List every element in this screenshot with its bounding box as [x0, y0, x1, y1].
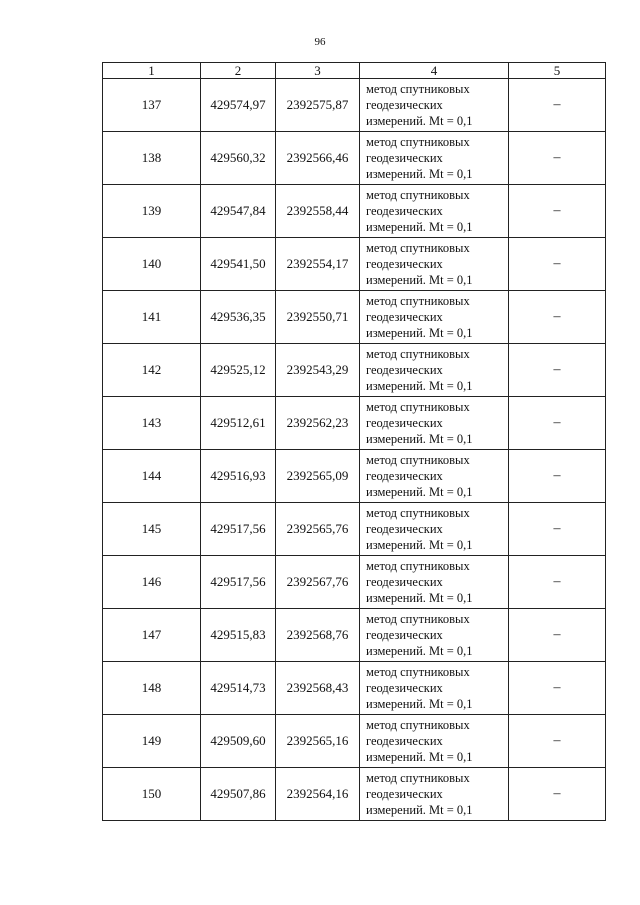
method-text-line: измерений. Mt = 0,1 — [366, 167, 473, 181]
x-coordinate-cell: 429514,73 — [201, 662, 276, 715]
method-text-line: измерений. Mt = 0,1 — [366, 591, 473, 605]
point-number-cell: 141 — [103, 291, 201, 344]
table-row — [103, 238, 606, 291]
method-text-line: метод спутниковых — [366, 453, 470, 467]
table-row — [103, 503, 606, 556]
method-cell — [360, 397, 509, 450]
method-text-line: геодезических — [366, 787, 443, 801]
x-coordinate-cell: 429517,56 — [201, 503, 276, 556]
x-coordinate-cell: 429574,97 — [201, 79, 276, 132]
point-number-cell: 147 — [103, 609, 201, 662]
x-coordinate-cell: 429512,61 — [201, 397, 276, 450]
method-text-line: геодезических — [366, 575, 443, 589]
column-header: 1 — [103, 63, 201, 79]
y-coordinate-cell: 2392550,71 — [276, 291, 360, 344]
method-cell — [360, 79, 509, 132]
method-text-line: геодезических — [366, 416, 443, 430]
method-text-line: геодезических — [366, 98, 443, 112]
page-number: 96 — [314, 36, 326, 48]
method-text-line: измерений. Mt = 0,1 — [366, 485, 473, 499]
note-cell: – — [509, 662, 606, 715]
point-number-cell: 143 — [103, 397, 201, 450]
note-cell: – — [509, 185, 606, 238]
note-cell: – — [509, 291, 606, 344]
table-row — [103, 715, 606, 768]
method-text-line: геодезических — [366, 310, 443, 324]
table-row — [103, 768, 606, 821]
note-cell: – — [509, 132, 606, 185]
method-cell — [360, 662, 509, 715]
method-text-line: геодезических — [366, 363, 443, 377]
y-coordinate-cell: 2392567,76 — [276, 556, 360, 609]
method-text-line: геодезических — [366, 522, 443, 536]
point-number-cell: 142 — [103, 344, 201, 397]
note-cell: – — [509, 397, 606, 450]
method-cell — [360, 503, 509, 556]
method-cell — [360, 344, 509, 397]
method-cell — [360, 768, 509, 821]
column-header: 2 — [201, 63, 276, 79]
method-cell — [360, 556, 509, 609]
coordinates-table — [102, 62, 606, 821]
method-cell — [360, 185, 509, 238]
method-cell — [360, 715, 509, 768]
point-number-cell: 137 — [103, 79, 201, 132]
point-number-cell: 139 — [103, 185, 201, 238]
method-text-line: метод спутниковых — [366, 718, 470, 732]
x-coordinate-cell: 429547,84 — [201, 185, 276, 238]
method-text-line: измерений. Mt = 0,1 — [366, 644, 473, 658]
point-number-cell: 144 — [103, 450, 201, 503]
point-number-cell: 150 — [103, 768, 201, 821]
method-text-line: метод спутниковых — [366, 400, 470, 414]
method-text-line: метод спутниковых — [366, 506, 470, 520]
note-cell: – — [509, 609, 606, 662]
y-coordinate-cell: 2392562,23 — [276, 397, 360, 450]
method-text-line: метод спутниковых — [366, 82, 470, 96]
point-number-cell: 140 — [103, 238, 201, 291]
table-row — [103, 450, 606, 503]
note-cell: – — [509, 503, 606, 556]
table-row — [103, 344, 606, 397]
y-coordinate-cell: 2392566,46 — [276, 132, 360, 185]
method-text-line: измерений. Mt = 0,1 — [366, 273, 473, 287]
note-cell: – — [509, 450, 606, 503]
header-row — [103, 63, 606, 79]
method-cell — [360, 609, 509, 662]
note-cell: – — [509, 238, 606, 291]
method-text-line: измерений. Mt = 0,1 — [366, 432, 473, 446]
method-text-line: геодезических — [366, 204, 443, 218]
method-text-line: геодезических — [366, 628, 443, 642]
method-text-line: метод спутниковых — [366, 135, 470, 149]
method-cell — [360, 291, 509, 344]
point-number-cell: 148 — [103, 662, 201, 715]
y-coordinate-cell: 2392575,87 — [276, 79, 360, 132]
x-coordinate-cell: 429525,12 — [201, 344, 276, 397]
method-cell — [360, 450, 509, 503]
note-cell: – — [509, 344, 606, 397]
table-row — [103, 662, 606, 715]
x-coordinate-cell: 429541,50 — [201, 238, 276, 291]
method-text-line: метод спутниковых — [366, 347, 470, 361]
method-text-line: метод спутниковых — [366, 665, 470, 679]
table-row — [103, 132, 606, 185]
x-coordinate-cell: 429560,32 — [201, 132, 276, 185]
table-row — [103, 79, 606, 132]
x-coordinate-cell: 429507,86 — [201, 768, 276, 821]
table-row — [103, 609, 606, 662]
y-coordinate-cell: 2392565,09 — [276, 450, 360, 503]
method-text-line: измерений. Mt = 0,1 — [366, 326, 473, 340]
y-coordinate-cell: 2392543,29 — [276, 344, 360, 397]
x-coordinate-cell: 429517,56 — [201, 556, 276, 609]
point-number-cell: 149 — [103, 715, 201, 768]
method-text-line: измерений. Mt = 0,1 — [366, 697, 473, 711]
point-number-cell: 146 — [103, 556, 201, 609]
point-number-cell: 138 — [103, 132, 201, 185]
method-text-line: метод спутниковых — [366, 188, 470, 202]
y-coordinate-cell: 2392564,16 — [276, 768, 360, 821]
method-text-line: метод спутниковых — [366, 294, 470, 308]
x-coordinate-cell: 429515,83 — [201, 609, 276, 662]
method-text-line: геодезических — [366, 151, 443, 165]
method-text-line: измерений. Mt = 0,1 — [366, 114, 473, 128]
x-coordinate-cell: 429516,93 — [201, 450, 276, 503]
table-row — [103, 291, 606, 344]
table-row — [103, 185, 606, 238]
method-text-line: геодезических — [366, 469, 443, 483]
method-text-line: метод спутниковых — [366, 241, 470, 255]
y-coordinate-cell: 2392568,76 — [276, 609, 360, 662]
method-text-line: измерений. Mt = 0,1 — [366, 750, 473, 764]
y-coordinate-cell: 2392568,43 — [276, 662, 360, 715]
method-text-line: метод спутниковых — [366, 771, 470, 785]
table-header — [103, 63, 606, 79]
method-cell — [360, 238, 509, 291]
y-coordinate-cell: 2392554,17 — [276, 238, 360, 291]
method-text-line: измерений. Mt = 0,1 — [366, 220, 473, 234]
y-coordinate-cell: 2392565,76 — [276, 503, 360, 556]
y-coordinate-cell: 2392565,16 — [276, 715, 360, 768]
method-text-line: измерений. Mt = 0,1 — [366, 379, 473, 393]
method-text-line: геодезических — [366, 734, 443, 748]
column-header: 5 — [509, 63, 606, 79]
point-number-cell: 145 — [103, 503, 201, 556]
note-cell: – — [509, 715, 606, 768]
method-text-line: метод спутниковых — [366, 612, 470, 626]
method-text-line: геодезических — [366, 681, 443, 695]
column-header: 3 — [276, 63, 360, 79]
note-cell: – — [509, 768, 606, 821]
table-row — [103, 397, 606, 450]
table-body — [103, 79, 606, 821]
x-coordinate-cell: 429509,60 — [201, 715, 276, 768]
note-cell: – — [509, 79, 606, 132]
method-cell — [360, 132, 509, 185]
column-header: 4 — [360, 63, 509, 79]
method-text-line: геодезических — [366, 257, 443, 271]
table-row — [103, 556, 606, 609]
method-text-line: метод спутниковых — [366, 559, 470, 573]
note-cell: – — [509, 556, 606, 609]
y-coordinate-cell: 2392558,44 — [276, 185, 360, 238]
method-text-line: измерений. Mt = 0,1 — [366, 538, 473, 552]
method-text-line: измерений. Mt = 0,1 — [366, 803, 473, 817]
x-coordinate-cell: 429536,35 — [201, 291, 276, 344]
